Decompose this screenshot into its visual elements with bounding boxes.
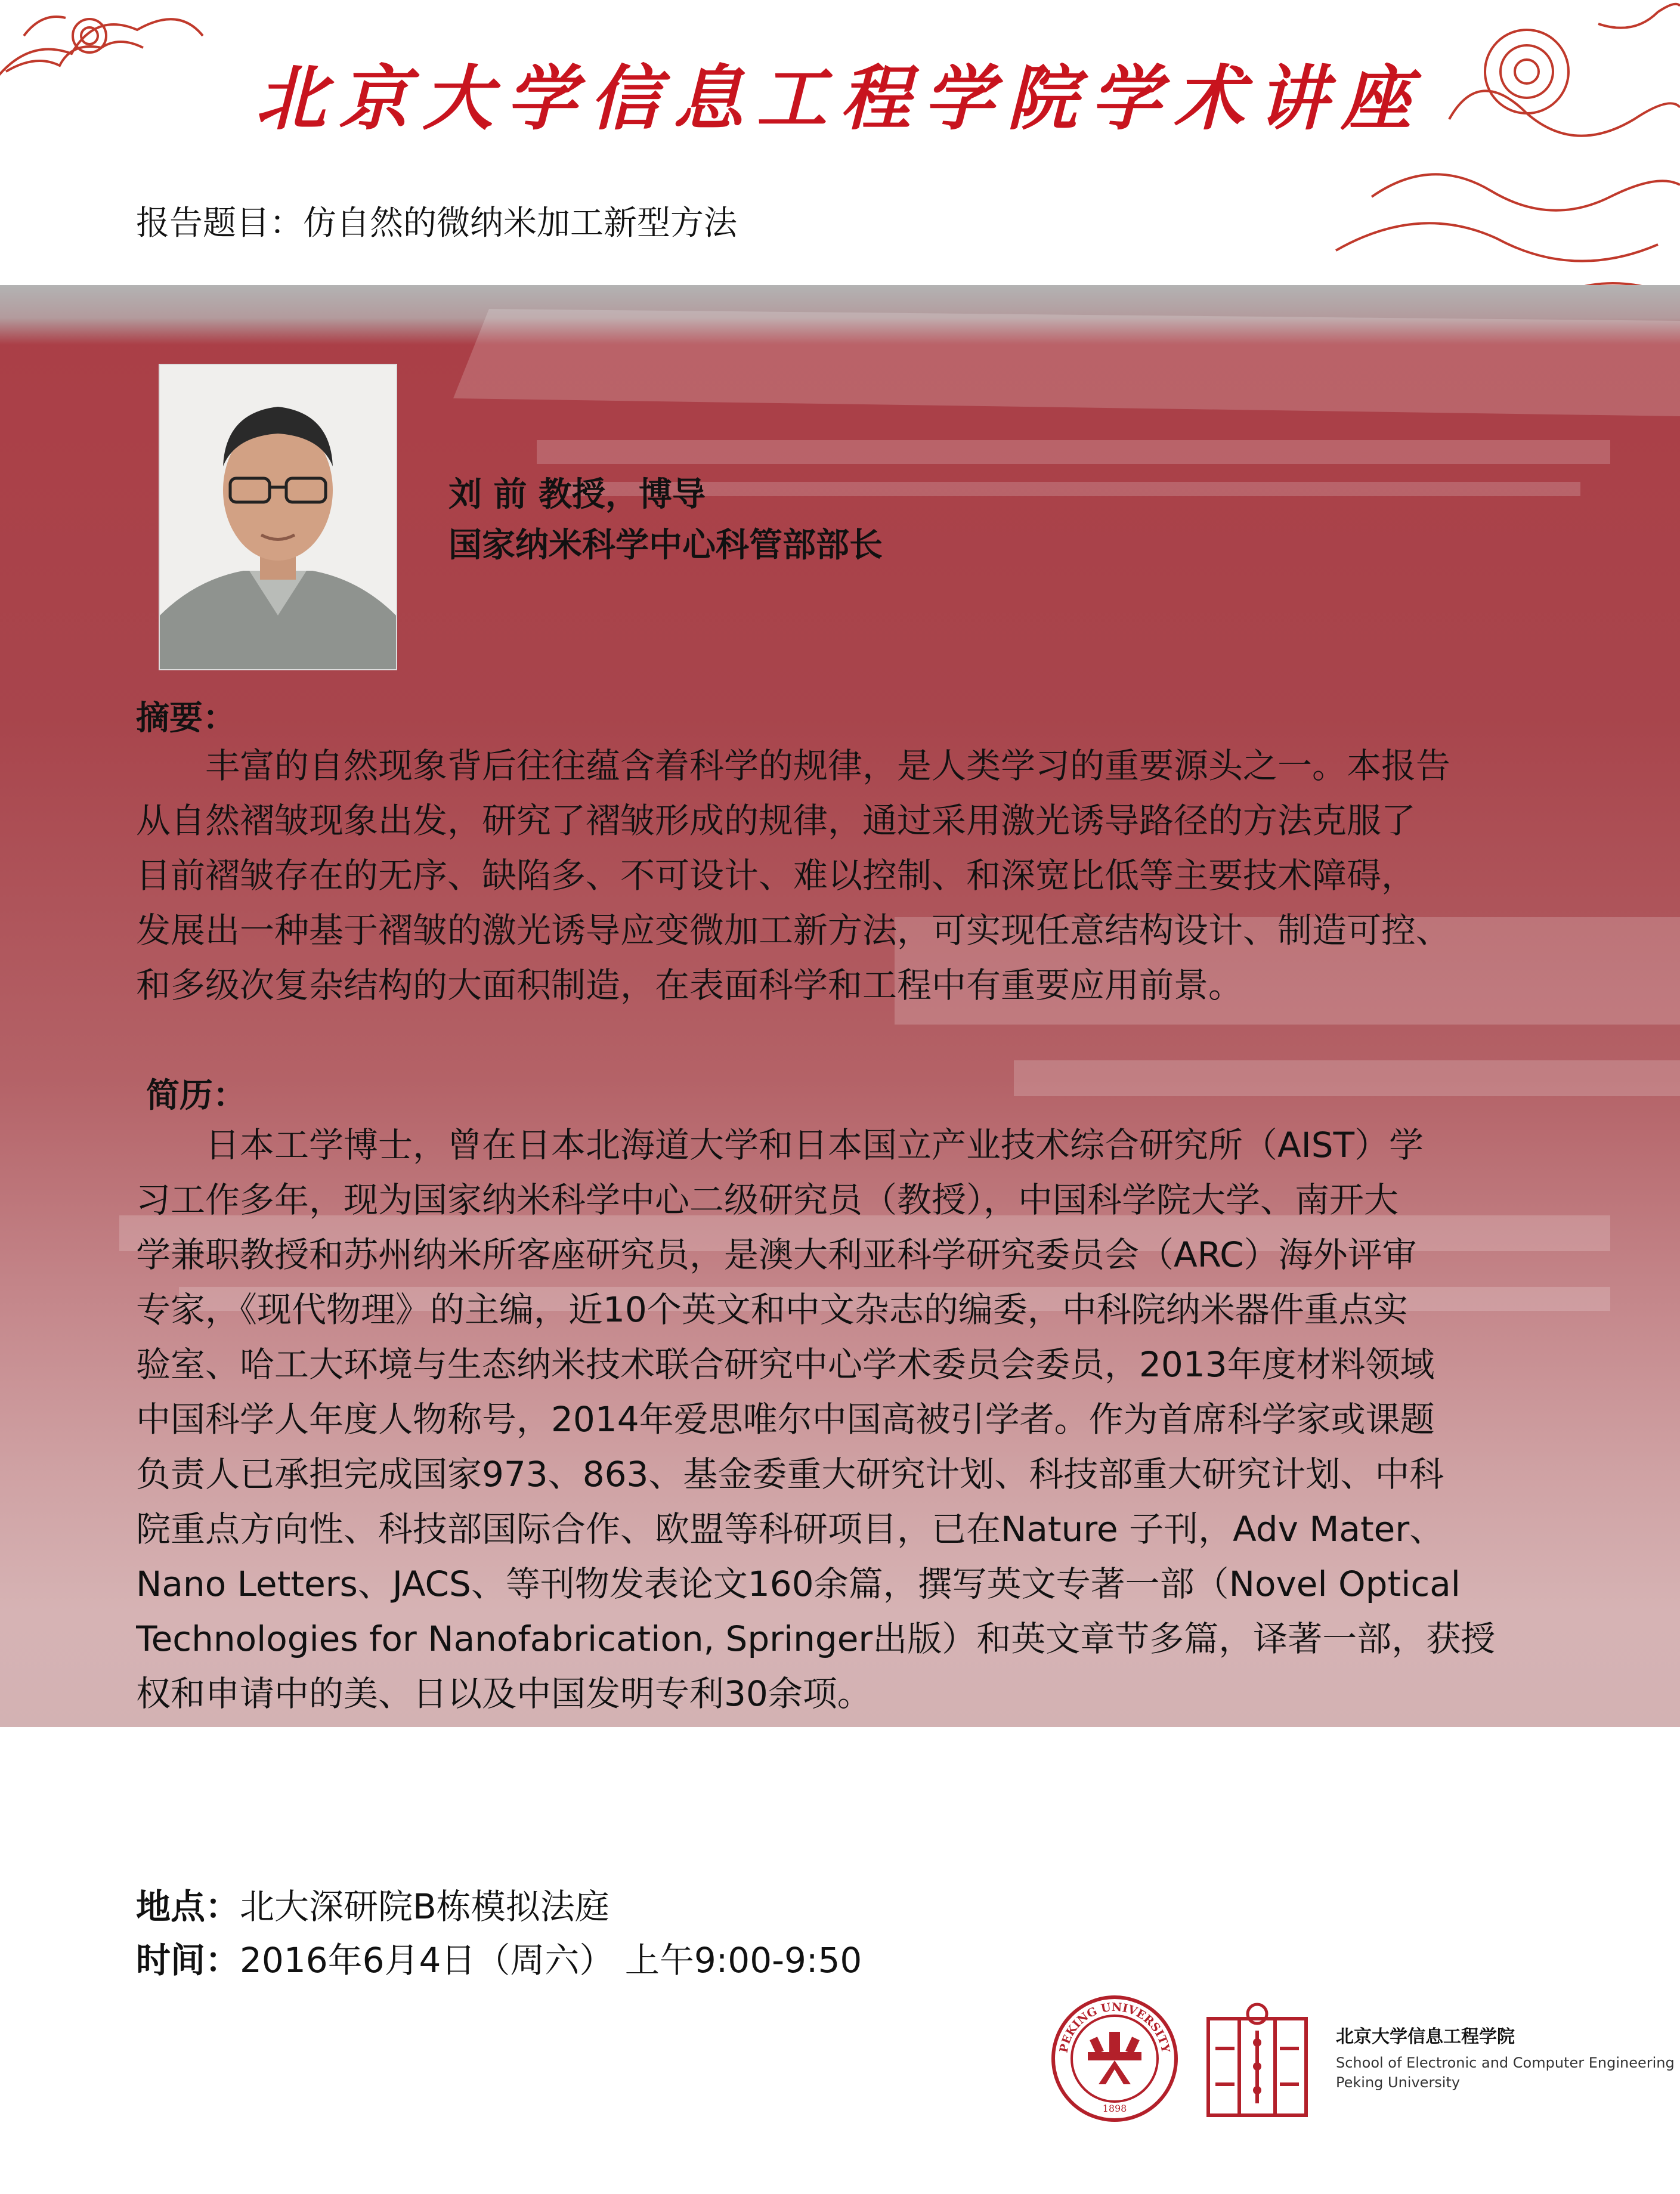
time-value: 2016年6月4日（周六） 上午9:00-9:50 — [240, 1940, 862, 1981]
university-name-en: Peking University — [1336, 2074, 1461, 2091]
bio-line: 日本工学博士，曾在日本北海道大学和日本国立产业技术综合研究所（AIST）学 — [136, 1125, 1424, 1165]
bio-heading: 简历： — [146, 1076, 246, 1115]
abstract-line: 从自然褶皱现象出发，研究了褶皱形成的规律，通过采用激光诱导路径的方法克服了 — [136, 800, 1416, 841]
report-topic: 报告题目：仿自然的微纳米加工新型方法 — [136, 204, 737, 243]
institute-name-en: School of Electronic and Computer Engineering — [1336, 2054, 1675, 2071]
bio-line: Nano Letters、JACS、等刊物发表论文160余篇，撰写英文专著一部（Novel Optical — [136, 1564, 1461, 1604]
bio-line: 院重点方向性、科技部国际合作、欧盟等科研项目，已在Nature 子刊，Adv Mater、 — [136, 1509, 1444, 1549]
venue — [136, 1879, 609, 1929]
abstract-text — [136, 738, 1634, 1013]
bio-line: 习工作多年，现为国家纳米科学中心二级研究员（教授），中国科学院大学、南开大 — [136, 1180, 1399, 1220]
portrait-illustration — [160, 365, 396, 669]
speaker-name: 刘 前 教授，博导 — [448, 475, 706, 514]
abstract-line: 丰富的自然现象背后往往蕴含着科学的规律，是人类学习的重要源头之一。本报告 — [136, 745, 1451, 786]
institute-name-cn: 北京大学信息工程学院 — [1336, 2026, 1515, 2047]
institute-logo-icon — [1203, 2001, 1311, 2120]
abstract-line: 目前褶皱存在的无序、缺陷多、不可设计、难以控制、和深宽比低等主要技术障碍， — [136, 855, 1416, 896]
bio-line: 负责人已承担完成国家973、863、基金委重大研究计划、科技部重大研究计划、中科 — [136, 1454, 1444, 1494]
abstract-line: 和多级次复杂结构的大面积制造，在表面科学和工程中有重要应用前景。 — [136, 965, 1243, 1005]
bio-line: 学兼职教授和苏州纳米所客座研究员，是澳大利亚科学研究委员会（ARC）海外评审 — [136, 1234, 1417, 1275]
bio-line: 专家，《现代物理》的主编，近10个英文和中文杂志的编委，中科院纳米器件重点实 — [136, 1289, 1408, 1330]
bio-line: 验室、哈工大环境与生态纳米技术联合研究中心学术委员会委员，2013年度材料领域 — [136, 1344, 1435, 1385]
speaker-photo — [159, 364, 397, 670]
bio-line: 中国科学人年度人物称号，2014年爱思唯尔中国高被引学者。作为首席科学家或课题 — [136, 1399, 1435, 1440]
poster-title: 北京大学信息工程学院学术讲座 — [255, 57, 1425, 140]
speaker-role: 国家纳米科学中心科管部部长 — [448, 526, 883, 565]
seal-text: PEKING UNIVERSITY — [1057, 2000, 1172, 2054]
venue-label: 地点： — [136, 1886, 240, 1927]
time — [136, 1932, 862, 1982]
seal-year: 1898 — [1102, 2103, 1127, 2114]
venue-value: 北大深研院B栋模拟法庭 — [240, 1886, 609, 1927]
bio-line: 权和申请中的美、日以及中国发明专利30余项。 — [136, 1673, 872, 1714]
bio-text — [136, 1118, 1634, 1721]
abstract-heading: 摘要： — [136, 699, 236, 738]
abstract-line: 发展出一种基于褶皱的激光诱导应变微加工新方法，可实现任意结构设计、制造可控、 — [136, 910, 1451, 951]
university-seal-icon — [1051, 1995, 1178, 2122]
bio-line: Technologies for Nanofabrication, Springer出版）和英文章节多篇，译著一部，获授 — [136, 1619, 1496, 1659]
time-label: 时间： — [136, 1940, 240, 1981]
